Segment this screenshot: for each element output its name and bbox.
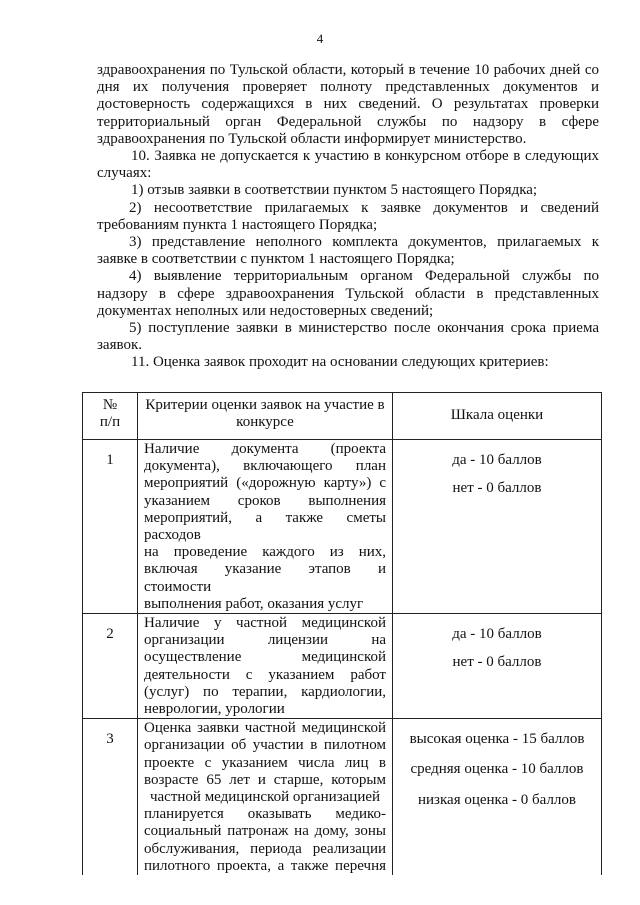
text-line: 3) представление неполного комплекта документов, прилагаемых к <box>129 234 599 251</box>
list-item-5 <box>97 320 599 354</box>
row-number: 3 <box>83 719 138 875</box>
criteria-line: мероприятий, а также сметы расходов <box>144 509 386 544</box>
criteria-line: включая указание этапов и стоимости <box>144 561 386 595</box>
row-scale <box>393 440 602 614</box>
scale-value: высокая оценка - 15 баллов <box>409 731 585 748</box>
criteria-line: выполнения работ, оказания услуг <box>144 595 364 612</box>
text-line: здравоохранения по Тульской области, который в течение 10 рабочих дней со <box>97 62 599 78</box>
scale-value: низкая оценка - 0 баллов <box>418 791 576 808</box>
criteria-line: Оценка заявки частной медицинской <box>144 720 386 737</box>
text-line: случаях: <box>97 165 152 182</box>
criteria-line: на проведение каждого из них, <box>144 544 386 561</box>
criteria-table <box>82 392 602 875</box>
text-line: 2) несоответствие прилагаемых к заявке документов и сведений <box>129 199 599 216</box>
table-header-row <box>83 393 602 440</box>
table-row <box>83 440 602 614</box>
text-line: 4) выявление территориальным органом Федеральной службы по <box>129 268 599 285</box>
text-line: 1) отзыв заявки в соответствии пунктом 5 настоящего Порядка; <box>131 182 538 199</box>
paragraph-continuation <box>97 62 599 148</box>
list-item-4 <box>97 268 599 320</box>
row-number: 1 <box>83 440 138 614</box>
scale-value: да - 10 баллов <box>452 626 542 643</box>
paragraph-10 <box>97 148 599 182</box>
criteria-line: социальный патронаж на дому, зоны <box>144 823 386 840</box>
criteria-line: обслуживания, периода реализации <box>144 840 386 857</box>
text-line: заявок. <box>97 337 142 354</box>
row-criteria <box>138 440 393 614</box>
scale-value: средняя оценка - 10 баллов <box>410 761 584 778</box>
header-number-line: № <box>102 397 118 413</box>
row-criteria <box>138 614 393 719</box>
scale-value: нет - 0 баллов <box>452 480 542 497</box>
text-line: территориальный орган Федеральной службы по надзору в сфере <box>97 113 599 130</box>
criteria-line: возрасте 65 лет и старше, которым <box>144 771 386 788</box>
text-line: требованиям пункта 1 настоящего Порядка; <box>97 216 378 233</box>
header-criteria-line: конкурсе <box>236 414 294 431</box>
header-criteria-line: Критерии оценки заявок на участие в <box>145 397 385 413</box>
scale-value: да - 10 баллов <box>452 452 542 468</box>
text-line: заявке в соответствии с пунктом 1 настоящего Порядка; <box>97 251 455 268</box>
criteria-line: неврологии, урологии <box>144 701 285 718</box>
list-item-2 <box>97 200 599 234</box>
list-item-1 <box>97 182 599 199</box>
criteria-line: организации лицензии на <box>144 632 386 649</box>
row-scale <box>393 719 602 875</box>
criteria-line: планируется оказывать медико- <box>144 806 386 823</box>
criteria-line: Наличие у частной медицинской <box>144 615 386 632</box>
criteria-line: пилотного проекта, а также перечня <box>144 857 386 874</box>
text-line: 10. Заявка не допускается к участию в конкурсном отборе в следующих <box>131 148 599 165</box>
criteria-line: частной медицинской организацией <box>149 789 381 806</box>
criteria-line: (услуг) по терапии, кардиологии, <box>144 683 386 700</box>
header-scale: Шкала оценки <box>393 393 602 440</box>
criteria-line: осуществление медицинской <box>144 649 386 666</box>
header-number <box>83 393 138 440</box>
row-criteria <box>138 719 393 875</box>
criteria-line: проекте с указанием числа лиц в <box>144 754 386 771</box>
scale-value: нет - 0 баллов <box>452 654 542 671</box>
criteria-line: организации об участии в пилотном <box>144 737 386 754</box>
criteria-line: указанием сроков выполнения <box>144 492 386 509</box>
criteria-line: документа), включающего план <box>144 458 386 475</box>
text-line: достоверность содержащихся в них сведений. О результатах проверки <box>97 96 599 113</box>
text-line: дня их получения проверяет полноту представленных документов и <box>97 79 599 96</box>
table-row <box>83 719 602 875</box>
list-item-3 <box>97 234 599 268</box>
body-text <box>97 62 599 372</box>
page-number: 4 <box>316 31 324 46</box>
text-line: документах неполных или недостоверных сведений; <box>97 302 434 319</box>
criteria-line: деятельности с указанием работ <box>144 666 386 683</box>
text-line: здравоохранения по Тульской области информирует министерство. <box>97 130 527 147</box>
header-criteria <box>138 393 393 440</box>
text-line: 5) поступление заявки в министерство после окончания срока приема <box>129 320 599 337</box>
text-line: надзору в сфере здравоохранения Тульской области в представленных <box>97 285 599 302</box>
row-number: 2 <box>83 614 138 719</box>
criteria-line: Наличие документа (проекта <box>144 441 386 457</box>
criteria-line: мероприятий («дорожную карту») с <box>144 475 386 492</box>
text-line: 11. Оценка заявок проходит на основании следующих критериев: <box>131 354 549 371</box>
table-row <box>83 614 602 719</box>
paragraph-11 <box>97 354 599 371</box>
header-number-line: п/п <box>99 414 121 431</box>
row-scale <box>393 614 602 719</box>
